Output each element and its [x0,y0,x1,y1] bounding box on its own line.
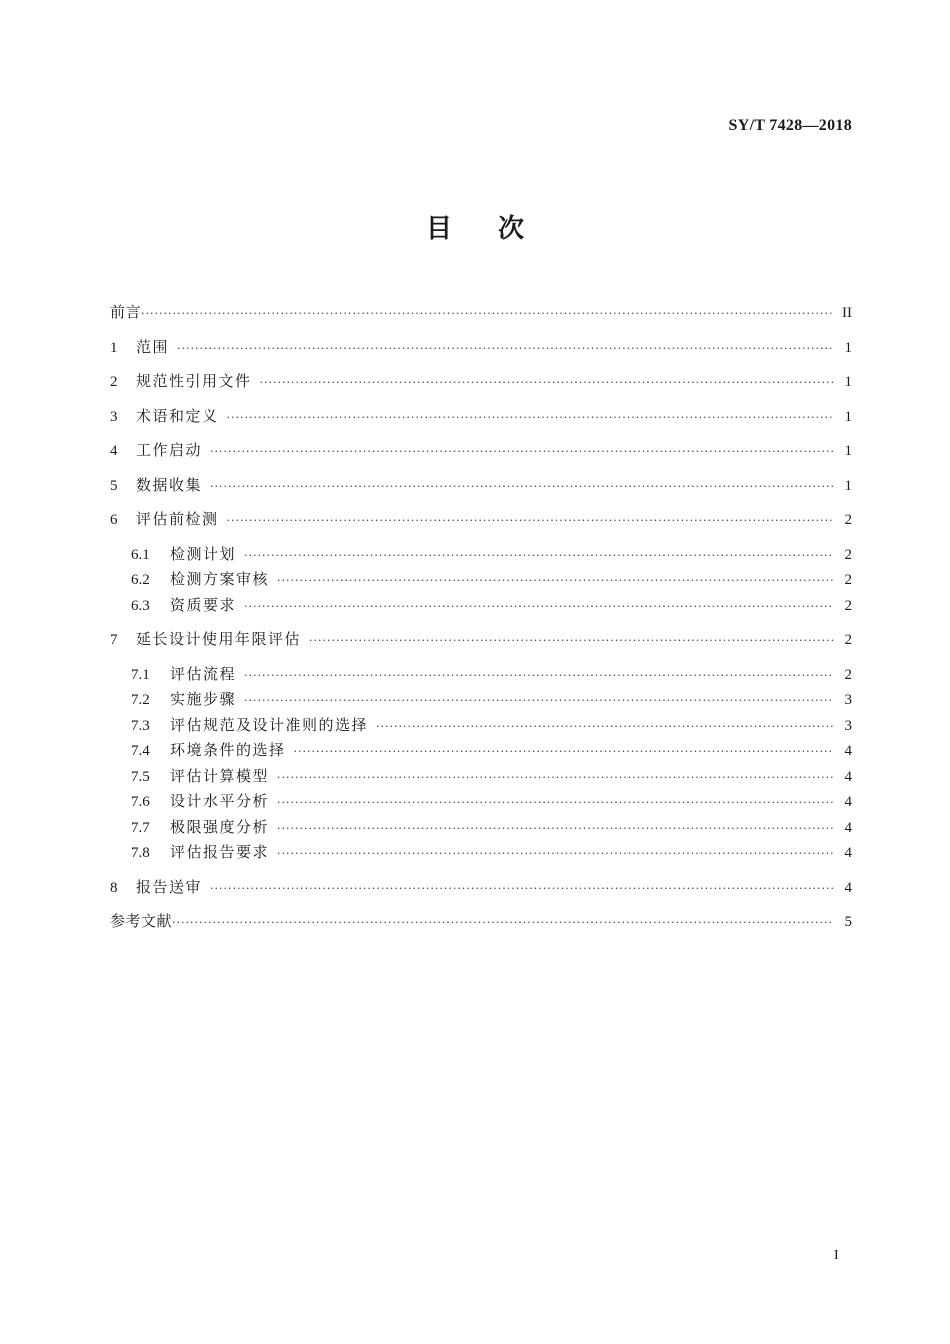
toc-entry-page: 2 [844,632,852,648]
toc-entry-page: 1 [844,374,852,390]
toc-entry[interactable] [110,369,852,395]
toc-entry-number: 6 [110,512,118,528]
toc-entry-label: 术语和定义 [136,406,219,425]
toc-entry-page: 3 [844,717,852,734]
footer-page-number: I [834,1248,839,1263]
toc-leader-dots [227,508,834,534]
toc-entry-label: 实施步骤 [170,690,237,708]
toc-entry-page: 1 [844,443,852,459]
toc-leader-dots [172,910,834,936]
toc-leader-dots [294,739,834,765]
toc-entry-page: 2 [844,597,852,614]
toc-leader-dots [227,405,834,431]
toc-entry-label: 前言 [110,303,142,321]
toc-entry-label: 检测方案审核 [170,570,270,588]
toc-entry-page: 5 [844,914,852,930]
toc-entry-number: 1 [110,339,118,356]
toc-entry-number: 7.3 [131,717,150,734]
toc-entry-number: 7 [110,632,118,648]
toc-entry[interactable] [110,404,852,430]
toc-leader-dots [244,543,834,569]
toc-entry[interactable] [110,909,852,935]
toc-leader-dots [277,765,834,791]
toc-entry-number: 5 [110,477,118,494]
toc-entry-number: 7.2 [131,692,150,708]
toc-entry-label: 评估报告要求 [170,843,270,861]
toc-leader-dots [244,663,834,689]
toc-entry[interactable] [110,507,852,533]
toc-entry-number: 7.1 [131,666,150,683]
toc-entry-label: 评估规范及设计准则的选择 [170,715,369,734]
toc-entry-label: 评估流程 [170,664,237,683]
toc-leader-dots [376,714,834,740]
toc-leader-dots [177,336,834,362]
toc-subentry[interactable] [110,662,852,688]
toc-leader-dots [309,628,834,654]
toc-leader-dots [244,594,834,620]
toc-leader-dots [244,688,834,714]
toc-subentry[interactable] [110,593,852,619]
table-of-contents [110,300,852,935]
toc-entry[interactable] [110,300,852,326]
toc-entry-label: 延长设计使用年限评估 [136,630,302,648]
toc-entry-label: 极限强度分析 [170,817,270,836]
toc-entry-page: 4 [844,768,852,785]
toc-leader-dots [277,568,834,594]
toc-leader-dots [277,790,834,816]
toc-subentry[interactable] [110,542,852,568]
toc-leader-dots [260,370,834,396]
toc-leader-dots [277,841,834,867]
toc-entry-page: 4 [844,794,852,810]
toc-entry-number: 2 [110,374,118,390]
toc-entry[interactable] [110,335,852,361]
toc-entry-label: 规范性引用文件 [136,372,252,390]
toc-subentry[interactable] [110,567,852,593]
standard-code: SY/T 7428—2018 [728,117,852,134]
toc-entry-label: 报告送审 [136,877,203,896]
toc-leader-dots [210,474,834,500]
toc-entry-label: 检测计划 [170,544,237,563]
toc-entry-number: 7.6 [131,794,150,810]
toc-entry-label: 评估计算模型 [170,766,270,785]
toc-entry-page: 1 [844,477,852,494]
toc-entry-label: 范围 [136,337,170,356]
toc-entry-number: 6.1 [131,546,150,563]
toc-entry-page: 1 [844,408,852,425]
toc-subentry[interactable] [110,764,852,790]
toc-entry-number: 6.2 [131,572,150,588]
toc-entry-page: 1 [844,339,852,356]
toc-entry-label: 数据收集 [136,475,203,494]
toc-entry[interactable] [110,627,852,653]
toc-entry-page: 2 [844,572,852,588]
toc-entry-page: 2 [844,512,852,528]
toc-entry-page: 2 [844,546,852,563]
toc-entry-page: 4 [844,743,852,759]
toc-entry-number: 4 [110,443,118,459]
toc-entry-label: 设计水平分析 [170,792,270,810]
toc-leader-dots [210,439,834,465]
toc-entry-page: 4 [844,879,852,896]
toc-entry-page: 2 [844,666,852,683]
toc-subentry[interactable] [110,687,852,713]
toc-entry-number: 7.7 [131,819,150,836]
toc-entry-label: 参考文献 [110,912,173,930]
toc-entry-number: 7.5 [131,768,150,785]
toc-entry-label: 工作启动 [136,441,203,459]
toc-subentry[interactable] [110,738,852,764]
toc-entry-number: 6.3 [131,597,150,614]
toc-entry-number: 3 [110,408,118,425]
toc-entry-page: II [842,305,852,321]
toc-entry[interactable] [110,438,852,464]
toc-subentry[interactable] [110,713,852,739]
toc-entry-label: 资质要求 [170,595,237,614]
toc-entry[interactable] [110,875,852,901]
toc-entry-number: 8 [110,879,118,896]
toc-entry-page: 4 [844,819,852,836]
toc-subentry[interactable] [110,815,852,841]
toc-leader-dots [277,816,834,842]
toc-subentry[interactable] [110,789,852,815]
toc-subentry[interactable] [110,840,852,866]
toc-entry-number: 7.8 [131,845,150,861]
toc-entry-page: 3 [844,692,852,708]
toc-entry-label: 环境条件的选择 [170,741,286,759]
toc-entry-page: 4 [844,845,852,861]
toc-leader-dots [141,301,834,327]
toc-entry[interactable] [110,473,852,499]
toc-entry-number: 7.4 [131,743,150,759]
page-title: 目次 [425,214,570,244]
toc-entry-label: 评估前检测 [136,510,219,528]
toc-leader-dots [210,876,834,902]
